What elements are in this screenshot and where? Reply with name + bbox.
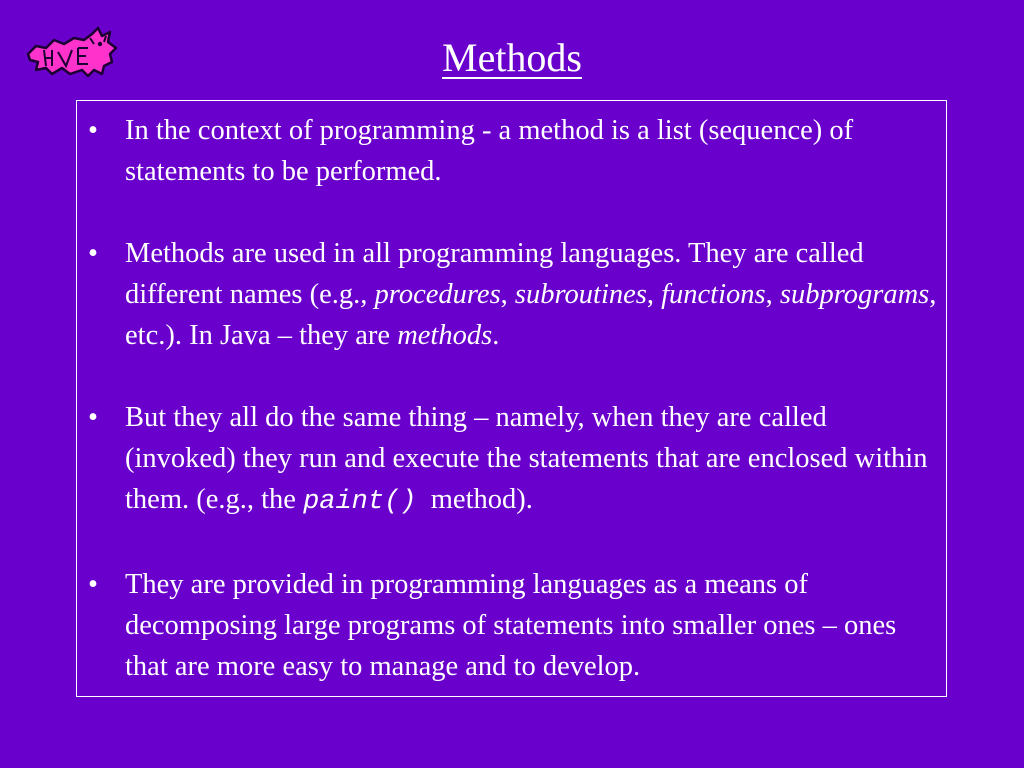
term-functions: functions: [661, 279, 766, 310]
bullet-text: method).: [416, 484, 533, 515]
bullet-text: Methods are used in all programming languages. They are called different names (e.g.,: [125, 238, 864, 310]
bullet-list: [84, 110, 944, 687]
bullet-text: .: [492, 320, 500, 351]
bullet-text: In the context of programming - a method is a list (sequence) of statements to be performed.: [125, 115, 854, 187]
bullet-item: [84, 233, 944, 356]
bullet-icon: •: [88, 238, 98, 269]
bullet-text: They are provided in programming languages as a means of decomposing large programs of statements into smaller ones – ones that are more easy to manage and to develop.: [125, 569, 897, 682]
term-procedures: procedures: [374, 279, 501, 310]
bullet-text: ,: [500, 279, 515, 310]
bullet-item: [84, 397, 944, 523]
bullet-text: , etc.). In Java – they are: [125, 279, 937, 351]
term-subprograms: subprograms: [779, 279, 930, 310]
bullet-item: [84, 564, 944, 687]
term-subroutines: subroutines: [514, 279, 647, 310]
bullet-icon: •: [88, 115, 98, 146]
bullet-icon: •: [88, 569, 98, 600]
slide-title: Methods: [442, 35, 582, 80]
bullet-text: ,: [765, 279, 780, 310]
term-methods: methods: [397, 320, 493, 351]
bullet-item: [84, 110, 944, 192]
bullet-text: But they all do the same thing – namely, when they are called (invoked) they run and execute the statements that are enclosed within them. (e.g., the: [125, 402, 928, 515]
bullet-text: ,: [646, 279, 662, 310]
bullet-icon: •: [88, 402, 98, 433]
code-paint: paint(): [303, 487, 417, 517]
